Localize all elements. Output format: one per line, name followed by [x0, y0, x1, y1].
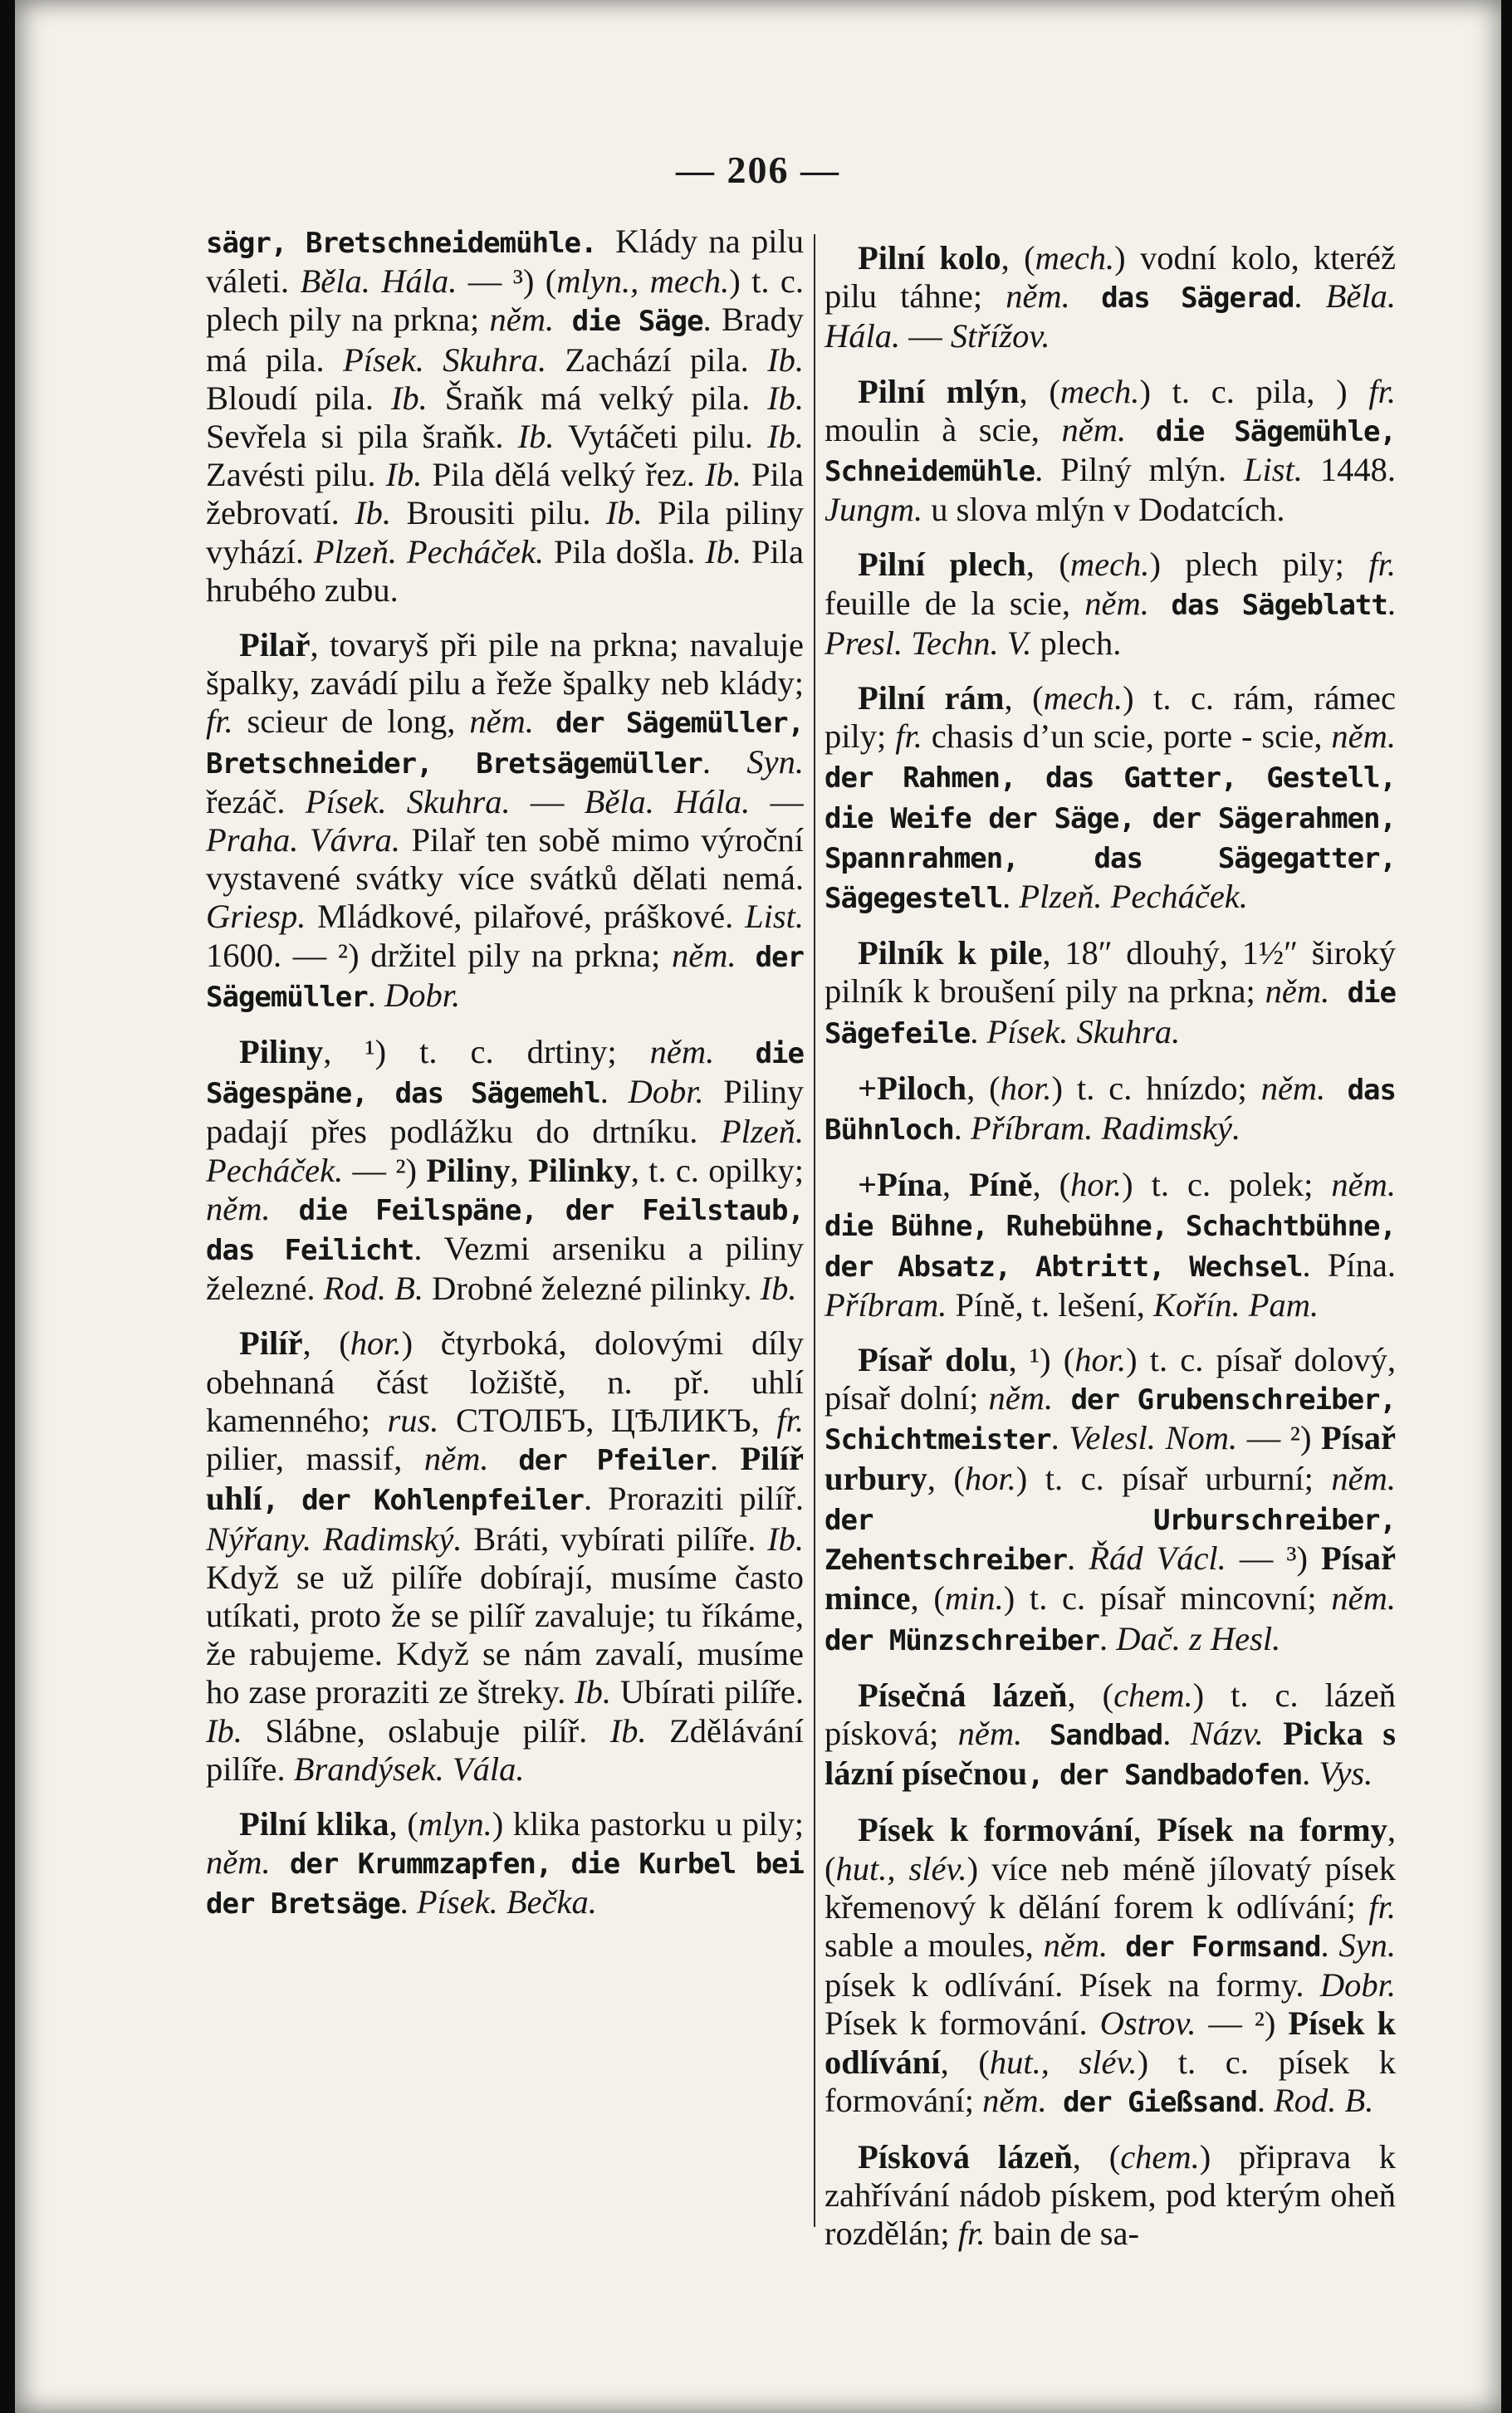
dictionary-entry	[825, 2138, 1396, 2254]
entry-abbreviation: Rod. B.	[1274, 2081, 1374, 2119]
entry-abbreviation: Plzeň. Pecháček.	[206, 1113, 804, 1189]
entry-abbreviation: něm.	[1043, 1926, 1108, 1964]
entry-abbreviation: mech.	[1059, 372, 1140, 410]
entry-german-fraktur: der Formsand	[1108, 1930, 1321, 1964]
entry-abbreviation: Griesp.	[206, 898, 306, 936]
entry-text: . Vezmi arseniku a piliny železné.	[206, 1230, 804, 1308]
entry-abbreviation: hor.	[350, 1324, 402, 1363]
entry-text: — ³) (	[457, 262, 557, 301]
entry-headword: Písek na formy	[1157, 1811, 1387, 1849]
entry-german-fraktur: der Münzschreiber	[825, 1623, 1099, 1657]
entry-text: , t. c. opilky;	[630, 1151, 804, 1189]
entry-text: Zachází pila.	[546, 340, 768, 379]
entry-text: bain de sa-	[985, 2215, 1140, 2253]
entry-german-fraktur: das Sägeblatt	[1148, 588, 1387, 622]
entry-text: .	[970, 1012, 987, 1050]
entry-german-fraktur: der Krummzapfen, die Kurbel bei der Bretsäge	[206, 1848, 804, 1921]
entry-abbreviation: něm.	[1260, 1069, 1326, 1107]
entry-text: , (	[1072, 2137, 1121, 2176]
entry-text: , ¹) t. c. drtiny;	[323, 1033, 650, 1071]
entry-text: ) více neb méně jílovatý písek křemenový k dělání forem k odlívání;	[825, 1849, 1396, 1926]
entry-headword: Pilní kolo	[858, 239, 1001, 277]
entry-abbreviation: Ib.	[575, 1673, 611, 1711]
entry-text: ,	[942, 1166, 969, 1204]
entry-abbreviation: Příbram. Radimský.	[971, 1109, 1241, 1148]
entry-abbreviation: Ib.	[767, 379, 804, 417]
entry-abbreviation: chem.	[1120, 2137, 1200, 2176]
entry-abbreviation: mech.	[1043, 679, 1123, 717]
entry-text: ) t. c. písař dolový, písař dolní;	[825, 1341, 1396, 1417]
entry-text: Zdělávání pilíře.	[206, 1711, 804, 1788]
entry-text: Sevřela si pila šraňk.	[206, 418, 518, 456]
entry-abbreviation: Dač. z Hesl.	[1116, 1619, 1281, 1657]
entry-abbreviation: hor.	[1000, 1069, 1052, 1107]
entry-headword: Písař mince	[825, 1539, 1396, 1618]
entry-abbreviation: něm.	[982, 2081, 1047, 2119]
dictionary-entry	[825, 239, 1396, 356]
entry-text: , ¹) (	[1008, 1341, 1075, 1379]
entry-abbreviation: Presl. Techn. V.	[825, 624, 1032, 662]
entry-abbreviation: něm.	[469, 702, 534, 741]
entry-text: Bráti, vybírati pilíře.	[462, 1520, 768, 1558]
dictionary-entry	[825, 679, 1396, 918]
entry-text: .	[709, 1440, 741, 1478]
entry-abbreviation: List.	[745, 898, 804, 936]
entry-headword: Píně	[969, 1166, 1033, 1204]
entry-text: , (	[302, 1324, 350, 1363]
entry-text: —	[510, 782, 585, 820]
entry-headword: Písař urbury	[825, 1419, 1396, 1497]
entry-text: ) vodní kolo, kteréž pilu táhne;	[825, 239, 1396, 316]
entry-abbreviation: Ib.	[767, 418, 804, 456]
entry-text: ) t. c. rám, rámec pily;	[825, 679, 1396, 756]
entry-text: .	[1162, 1714, 1191, 1752]
entry-abbreviation: něm.	[206, 1843, 271, 1882]
entry-headword: Písař dolu	[858, 1341, 1009, 1379]
entry-text: .	[1067, 1539, 1089, 1578]
entry-text: Ubírati pilíře.	[610, 1673, 804, 1711]
entry-text: Bloudí pila.	[206, 379, 391, 417]
entry-german-fraktur: die Sägefeile	[825, 976, 1396, 1050]
entry-abbreviation: Názv.	[1190, 1714, 1264, 1752]
entry-abbreviation: Ib.	[206, 1711, 242, 1750]
entry-text: .	[1099, 1619, 1117, 1657]
entry-abbreviation: Běla. Hála.	[584, 782, 751, 820]
entry-abbreviation: Syn.	[746, 742, 804, 781]
entry-text: ,	[510, 1151, 528, 1189]
entry-text: Pila dělá velký řez.	[422, 456, 705, 494]
entry-headword: Písek k odlívání	[825, 2004, 1396, 2081]
entry-abbreviation: Ib.	[390, 379, 428, 417]
entry-abbreviation: Písek. Skuhra.	[986, 1012, 1181, 1050]
dictionary-entry	[206, 223, 804, 609]
entry-text: ) klika pastorku u pily;	[492, 1804, 804, 1843]
entry-abbreviation: Dobr.	[1319, 1966, 1396, 2004]
dictionary-entry	[206, 1033, 804, 1308]
entry-german-fraktur: die Feilspäne, der Feilstaub, das Feilicht	[206, 1193, 804, 1268]
entry-abbreviation: něm.	[988, 1379, 1054, 1417]
entry-text: Zavésti pilu.	[206, 456, 386, 494]
entry-text: ) t. c. hnízdo;	[1051, 1069, 1261, 1107]
page-number: — 206 —	[676, 149, 840, 191]
entry-abbreviation: fr.	[206, 702, 233, 741]
entry-text: .	[1050, 1419, 1069, 1457]
entry-text: ) t. c. písek k formování;	[825, 2043, 1396, 2119]
entry-text: ) připrava k zahřívání nádob pískem, pod kterým oheň rozdělán;	[825, 2137, 1396, 2253]
entry-text: .	[702, 742, 747, 781]
entry-abbreviation: Ib.	[767, 1520, 804, 1558]
entry-headword: Pilní plech	[858, 546, 1026, 584]
entry-headword: Pilinky	[527, 1151, 631, 1189]
column-divider	[814, 234, 815, 2227]
entry-headword: Pilní klika	[239, 1804, 389, 1843]
entry-headword: Pilař	[239, 626, 311, 664]
entry-text: Piliny padají přes podlážku do drtníku.	[206, 1073, 804, 1151]
entry-text: .	[367, 976, 384, 1014]
entry-abbreviation: fr.	[957, 2215, 986, 2253]
left-column	[206, 223, 804, 2332]
entry-abbreviation: Příbram.	[825, 1285, 947, 1324]
entry-text: — ²)	[1196, 2004, 1289, 2043]
entry-text: Mládkové, pilařové, práškové.	[306, 898, 746, 936]
entry-abbreviation: Běla. Hála.	[825, 277, 1396, 355]
entry-text: moulin à scie,	[825, 410, 1062, 448]
entry-text: , 18″ dlouhý, 1½″ široký pilník k broušení pily na prkna;	[825, 934, 1396, 1011]
entry-german-fraktur: der Urburschreiber, Zehentschreiber	[825, 1503, 1396, 1578]
entry-text: ) t. c. písař urburní;	[1015, 1459, 1332, 1497]
entry-text	[1264, 1715, 1283, 1752]
entry-german-fraktur: der Rahmen, das Gatter, Gestell, die Weife der Säge, der Sägerahmen, Spannrahmen, das Sägegatter, Sägegestell	[825, 761, 1396, 916]
entry-abbreviation: chem.	[1113, 1676, 1193, 1714]
entry-abbreviation: něm.	[1265, 972, 1330, 1011]
entry-text: ) t. c. písař mincovní;	[1003, 1579, 1332, 1618]
entry-headword: Písková lázeň	[858, 2137, 1073, 2176]
entry-german-fraktur: , der Kohlenpfeiler	[262, 1484, 585, 1518]
entry-abbreviation: něm.	[649, 1033, 715, 1071]
entry-text: 1448.	[1302, 451, 1396, 489]
entry-abbreviation: Ib.	[760, 1270, 797, 1308]
entry-abbreviation: Písek. Skuhra.	[343, 340, 547, 379]
entry-headword: Piliny	[426, 1151, 511, 1189]
entry-german-fraktur: sägr, Bretschneidemühle.	[206, 227, 616, 260]
entry-text: , (	[1025, 546, 1070, 584]
entry-text: , (	[389, 1804, 418, 1843]
dictionary-entry	[206, 1324, 804, 1788]
entry-text: , (	[966, 1069, 1001, 1107]
entry-abbreviation: Dobr.	[384, 976, 461, 1014]
entry-abbreviation: Ib.	[355, 494, 392, 532]
entry-abbreviation: něm.	[1006, 277, 1070, 316]
entry-headword: +Pína	[858, 1166, 942, 1204]
entry-text: plech.	[1031, 624, 1122, 662]
entry-text: — ²)	[1237, 1419, 1322, 1457]
entry-german-fraktur: die Säge	[554, 305, 703, 339]
entry-text: ) t. c. plech pily na prkna;	[206, 262, 804, 339]
entry-text: Slábne, oslabuje pilíř.	[242, 1711, 610, 1750]
entry-abbreviation: něm.	[423, 1440, 489, 1478]
entry-abbreviation: fr.	[895, 717, 922, 756]
entry-abbreviation: fr.	[776, 1401, 804, 1439]
dictionary-entry	[825, 934, 1396, 1053]
entry-text: ) t. c. pila, )	[1139, 372, 1369, 410]
entry-headword: Pilíř uhlí	[206, 1440, 804, 1518]
entry-abbreviation: Nýřany. Radimský.	[206, 1520, 462, 1558]
entry-abbreviation: Vys.	[1319, 1755, 1373, 1793]
entry-text: chasis d’un scie, porte - scie,	[922, 717, 1332, 756]
entry-text: řezáč.	[206, 782, 306, 820]
dictionary-entry	[825, 1676, 1396, 1795]
entry-abbreviation: fr.	[1368, 1887, 1396, 1926]
entry-abbreviation: Střížov.	[950, 317, 1050, 355]
entry-abbreviation: něm.	[1331, 717, 1396, 756]
dictionary-entry	[825, 1811, 1396, 2122]
entry-german-fraktur: die Sägespäne, das Sägemehl	[206, 1037, 804, 1111]
entry-text: , (	[927, 1459, 965, 1497]
entry-text: —	[750, 782, 804, 820]
entry-abbreviation: rus.	[387, 1401, 439, 1439]
entry-text: , (	[1019, 372, 1060, 410]
dictionary-entry	[825, 373, 1396, 530]
dictionary-entry	[206, 626, 804, 1016]
entry-abbreviation: Dobr.	[628, 1073, 704, 1111]
entry-abbreviation: hor.	[1070, 1166, 1123, 1204]
entry-headword: Písečná lázeň	[858, 1676, 1068, 1714]
entry-text: — ³)	[1226, 1539, 1322, 1578]
entry-abbreviation: Řád Václ.	[1089, 1539, 1226, 1578]
entry-abbreviation: Běla. Hála.	[300, 262, 458, 301]
entry-abbreviation: mlyn.	[418, 1804, 492, 1843]
entry-abbreviation: Brandýsek. Vála.	[293, 1750, 525, 1788]
entry-abbreviation: hut., slév.	[989, 2043, 1138, 2081]
entry-text: Vytáčeti pilu.	[554, 418, 768, 456]
entry-abbreviation: něm.	[489, 301, 555, 339]
entry-text: Klády na pilu váleti.	[206, 223, 804, 301]
entry-text: . Brady má pila.	[206, 301, 804, 379]
entry-text: ) t. c. lázeň písková;	[825, 1676, 1396, 1752]
entry-text: .	[1002, 878, 1020, 916]
entry-text: . Pilný mlýn.	[1035, 451, 1244, 489]
entry-text: Když se už pilíře dobírají, musíme často utíkati, proto že se pilíř zavaluje; tu říkáme, že rabujeme. Když se nám zavalí, musíme ho zase proraziti ze štreky.	[206, 1558, 804, 1711]
entry-german-fraktur: das Bühnloch	[825, 1073, 1396, 1148]
entry-text: scieur de long,	[232, 702, 470, 741]
entry-text: — ²)	[343, 1151, 427, 1189]
entry-abbreviation: mlyn., mech.	[556, 262, 730, 301]
entry-text: feuille de la scie,	[825, 584, 1085, 622]
entry-text: , (	[1001, 239, 1035, 277]
entry-abbreviation: mech.	[1035, 239, 1115, 277]
entry-text: , (	[1004, 679, 1044, 717]
entry-abbreviation: Ib.	[705, 456, 741, 494]
entry-text: sable a moules,	[825, 1926, 1044, 1964]
entry-text: .	[1302, 1755, 1319, 1793]
entry-text: ) plech pily;	[1149, 546, 1369, 584]
entry-text: СТОЛБЪ, ЦѢЛИКЪ,	[438, 1401, 777, 1439]
entry-text: —	[900, 317, 951, 355]
entry-text: .	[953, 1109, 971, 1148]
entry-text: , (	[940, 2043, 990, 2081]
entry-abbreviation: něm.	[1061, 410, 1127, 448]
entry-text: Pila piliny vyhází.	[206, 494, 804, 570]
entry-text: .	[399, 1883, 417, 1921]
entry-text: ) čtyrboká, dolovými díly obehnaná část ložiště, n. př. uhlí kamenného;	[206, 1324, 804, 1439]
entry-abbreviation: Písek. Bečka.	[416, 1883, 597, 1921]
dictionary-entry	[825, 1341, 1396, 1660]
entry-abbreviation: Ostrov.	[1099, 2004, 1196, 2043]
dictionary-page	[15, 0, 1501, 2413]
entry-abbreviation: List.	[1244, 451, 1303, 489]
entry-abbreviation: něm.	[1331, 1166, 1396, 1204]
entry-abbreviation: něm.	[957, 1714, 1023, 1752]
entry-abbreviation: hut., slév.	[835, 1849, 967, 1887]
entry-german-fraktur: der Pfeiler	[488, 1444, 710, 1478]
entry-abbreviation: Plzeň. Pecháček.	[313, 532, 545, 570]
entry-text: .	[1320, 1926, 1339, 1964]
entry-german-fraktur: die Bühne, Ruhebühne, Schachtbühne, der Absatz, Abtritt, Wechsel	[825, 1210, 1396, 1284]
entry-abbreviation: něm.	[1331, 1579, 1396, 1618]
entry-text: Pilař ten sobě mimo výroční vystavené svátky více svátků dělati nemá.	[206, 821, 804, 898]
entry-german-fraktur: der Sägemüller	[206, 940, 804, 1014]
entry-headword: Pilní rám	[858, 679, 1005, 717]
entry-abbreviation: Ib.	[517, 418, 555, 456]
entry-german-fraktur: Sandbad	[1022, 1718, 1163, 1752]
entry-text: Písek k formování.	[825, 2004, 1100, 2043]
dictionary-entry	[825, 1069, 1396, 1149]
dictionary-entry	[825, 546, 1396, 663]
entry-german-fraktur: der Grubenschreiber, Schichtmeister	[825, 1383, 1396, 1457]
entry-german-fraktur: , der Sandbadofen	[1027, 1759, 1303, 1793]
entry-abbreviation: Velesl. Nom.	[1069, 1419, 1238, 1457]
entry-text: , (	[825, 1811, 1396, 1887]
entry-abbreviation: Kořín. Pam.	[1153, 1285, 1319, 1324]
entry-abbreviation: min.	[944, 1579, 1004, 1618]
entry-text: Drobné železné pilinky.	[423, 1270, 761, 1308]
entry-text: 1600. — ²) držitel pily na prkna;	[206, 936, 672, 974]
entry-abbreviation: fr.	[1368, 546, 1396, 584]
entry-headword: Picka s lázní písečnou	[825, 1714, 1396, 1793]
dictionary-entry	[206, 1805, 804, 1924]
entry-abbreviation: fr.	[1368, 372, 1396, 410]
entry-headword: Piliny	[239, 1033, 324, 1071]
entry-abbreviation: něm.	[206, 1189, 271, 1227]
entry-text: ,	[1133, 1811, 1157, 1849]
entry-german-fraktur: der Gießsand	[1046, 2085, 1257, 2119]
entry-text: , (	[1032, 1166, 1071, 1204]
entry-abbreviation: něm.	[1331, 1459, 1396, 1497]
dictionary-entry	[825, 1166, 1396, 1324]
entry-text: . Pína.	[1302, 1246, 1396, 1284]
entry-text: . Proraziti pilíř.	[584, 1480, 804, 1518]
entry-abbreviation: Ib.	[385, 456, 423, 494]
entry-abbreviation: Ib.	[705, 532, 742, 570]
entry-text: Pila hrubého zubu.	[206, 532, 804, 609]
entry-abbreviation: Rod. B.	[323, 1270, 423, 1308]
entry-headword: Pilní mlýn	[858, 372, 1020, 410]
entry-abbreviation: mech.	[1069, 546, 1150, 584]
entry-abbreviation: Jungm.	[825, 491, 923, 529]
entry-text: pilier, massif,	[206, 1440, 424, 1478]
entry-text: .	[599, 1073, 629, 1111]
entry-text: .	[1256, 2081, 1275, 2119]
entry-text: .	[1387, 584, 1396, 622]
entry-german-fraktur: das Sägerad	[1069, 281, 1294, 316]
entry-headword: Písek k formování	[858, 1811, 1133, 1849]
entry-text: u slova mlýn v Dodatcích.	[922, 491, 1285, 529]
entry-abbreviation: Syn.	[1338, 1926, 1396, 1964]
entry-headword: Pilíř	[239, 1324, 303, 1363]
entry-abbreviation: Plzeň. Pecháček.	[1019, 878, 1248, 916]
entry-text: Píně, t. lešení,	[947, 1285, 1153, 1324]
entry-german-fraktur: der Sägemüller, Bretschneider, Bretsägemüller	[206, 707, 804, 781]
entry-text: .	[1294, 277, 1326, 316]
entry-text: Pila došla.	[544, 532, 706, 570]
right-column	[825, 223, 1396, 2332]
entry-abbreviation: Ib.	[609, 1711, 647, 1750]
entry-abbreviation: něm.	[1084, 584, 1149, 622]
entry-text: Brousiti pilu.	[391, 494, 606, 532]
entry-abbreviation: Písek. Skuhra.	[305, 782, 511, 820]
entry-text: ) t. c. polek;	[1122, 1166, 1332, 1204]
entry-abbreviation: Praha. Vávra.	[206, 821, 400, 859]
entry-text: Pila žebrovatí.	[206, 456, 804, 532]
entry-headword: Pilník k pile	[858, 934, 1043, 972]
entry-text: , (	[1067, 1676, 1114, 1714]
entry-abbreviation: Ib.	[767, 340, 804, 379]
entry-text: Šraňk má velký pila.	[427, 379, 768, 417]
entry-text: , tovaryš při pile na prkna; navaluje špalky, zavádí pilu a řeže špalky neb klády;	[206, 626, 804, 702]
entry-text: písek k odlívání. Písek na formy.	[825, 1966, 1320, 2004]
entry-abbreviation: něm.	[671, 936, 736, 974]
entry-abbreviation: hor.	[1074, 1341, 1127, 1379]
entry-abbreviation: Ib.	[605, 494, 643, 532]
entry-headword: +Piloch	[858, 1069, 967, 1107]
entry-abbreviation: hor.	[964, 1459, 1016, 1497]
entry-german-fraktur: die Sägemühle, Schneidemühle	[825, 414, 1396, 489]
entry-text: , (	[910, 1579, 945, 1618]
